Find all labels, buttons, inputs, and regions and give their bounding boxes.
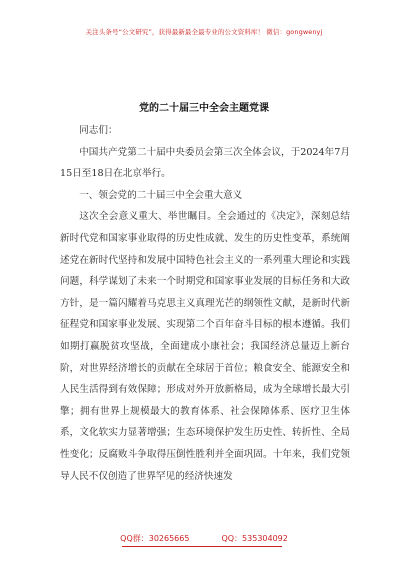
- qq-group-text: QQ群：30265665: [120, 534, 190, 543]
- document-title: 党的二十届三中全会主题党课: [139, 103, 269, 114]
- footer-contact: [0, 533, 408, 544]
- paragraph-body: 这次全会意义重大、举世瞩目。全会通过的《决定》，深刻总结新时代党和国家事业取得的历史性成就、发生的历史性变革，系统阐述党在新时代坚持和发展中国特色社会主义的一系列重大理论和实践问题，科学谋划了未来一个时期党和国家事业发展的目标任务和大政方针，是一篇闪耀着马克思主义真理光芒的纲领性文献，是新时代新征程党和国家事业发展、实现第二个百年奋斗目标的根本遵循。我们如期打赢脱贫攻坚战，全面建成小康社会；我国经济总量迈上新台阶，对世界经济增长的贡献在全球居于首位；粮食安全、能源安全和人民生活得到有效保障；形成对外开放新格局，成为全球增长最大引擎；拥有世界上规模最大的教育体系、社会保障体系、医疗卫生体系，文化软实力显著增强；生态环境保护发生历史性、转折性、全局性变化；反腐败斗争取得压倒性胜利并全面巩固。十年来，我们党领导人民不仅创造了世界罕见的经济快速发: [60, 211, 350, 482]
- greeting: 同志们：: [79, 125, 118, 136]
- paragraph-intro: 中国共产党第二十届中央委员会第三次全体会议，于2024年7月15日至18日在北京举行。: [60, 146, 350, 180]
- section-heading: 一、领会党的二十届三中全会重大意义: [79, 189, 243, 201]
- header-banner: 关注头条号“公文研究”，获得最新最全最专业的公文资料库！ 微信：gongwenyj: [85, 28, 323, 36]
- document-body: [60, 120, 350, 487]
- footer-underline: [122, 546, 282, 547]
- qq-number-text: QQ：535304092: [221, 534, 288, 543]
